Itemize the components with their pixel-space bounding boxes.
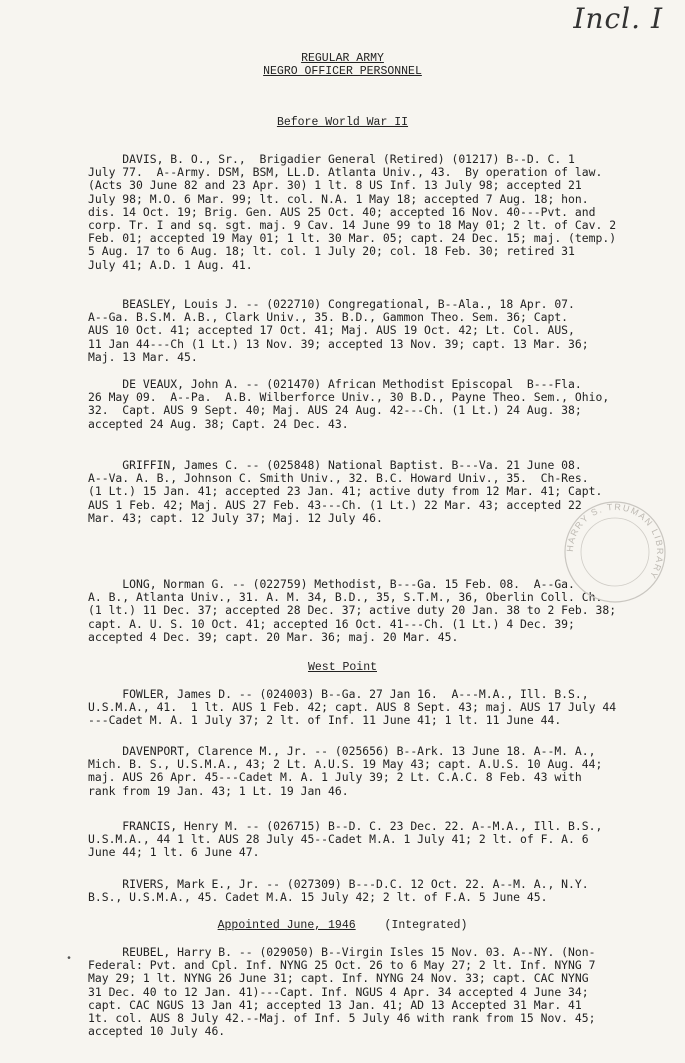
entry-davenport: DAVENPORT, Clarence M., Jr. -- (025656) B--Ark. 13 June 18. A--M. A., Mich. B. S., U.S.M.A., 43; 2 Lt. A.U.S. 19 May 43; capt. A.U.S. 10 Aug. 44; maj. AUS 26 Apr. 45---Cadet M. A. 1 July 39; 2 Lt. C.A.C. 8 Feb. 43 with rank from 19 Jan. 43; 1 Lt. 19 Jan 46.	[88, 744, 603, 798]
library-stamp-icon	[560, 497, 670, 607]
entry-rivers: RIVERS, Mark E., Jr. -- (027309) B---D.C. 12 Oct. 22. A--M. A., N.Y. B.S., U.S.M.A., 45. Cadet M.A. 15 July 42; 2 lt. of F.A. 5 June 45.	[88, 877, 589, 905]
header-line-1: REGULAR ARMY	[301, 52, 384, 65]
entry-beasley: BEASLEY, Louis J. -- (022710) Congregational, B--Ala., 18 Apr. 07. A--Ga. B.S.M. A.B., Clark Univ., 35. B.D., Gammon Theo. Sem. 36; Capt. AUS 10 Oct. 41; accepted 17 Oct. 41; Maj. AUS 19 Oct. 42; Lt. Col. AUS, 11 Jan 44---Ch (1 Lt.) 13 Nov. 39; accepted 13 Nov. 39; capt. 13 Mar. 36; Maj. 13 Mar. 45.	[88, 297, 589, 364]
stamp-text: HARRY S. TRUMAN LIBRARY	[564, 501, 666, 582]
entry-griffin: GRIFFIN, James C. -- (025848) National Baptist. B---Va. 21 June 08. A--Va. A. B., Johnson C. Smith Univ., 32. B.C. Howard Univ., 35. Ch-Res. (1 Lt.) 15 Jan. 41; accepted 23 Jan. 41; active duty from 12 Mar. 41; Capt. AUS 1 Feb. 42; Maj. AUS 27 Feb. 43---Ch. (1 Lt.) 22 Mar. 43; accepted 22 Mar. 43; capt. 12 July 37; Maj. 12 July 46.	[88, 458, 603, 525]
section-west-point: West Point	[307, 661, 377, 674]
header-line-2: NEGRO OFFICER PERSONNEL	[263, 65, 422, 78]
entry-fowler: FOWLER, James D. -- (024003) B--Ga. 27 Jan 16. A---M.A., Ill. B.S., U.S.M.A., 41. 1 lt. AUS 1 Feb. 42; capt. AUS 8 Sept. 43; maj. AUS 17 July 44 ---Cadet M. A. 1 July 37; 2 lt. of Inf. 11 June 41; 1 lt. 11 June 44.	[88, 687, 617, 728]
entry-deveaux: DE VEAUX, John A. -- (021470) African Methodist Episcopal B---Fla. 26 May 09. A--Pa. A.B. Wilberforce Univ., 30 B.D., Payne Theo. Sem., Ohio, 32. Capt. AUS 9 Sept. 40; Maj. AUS 24 Aug. 42---Ch. (1 Lt.) 24 Aug. 38; accepted 24 Aug. 38; Capt. 24 Dec. 43.	[88, 377, 610, 431]
section-appointed-row	[0, 919, 685, 932]
section-appointed: Appointed June, 1946	[217, 919, 356, 932]
document-header	[0, 52, 685, 78]
entry-long: LONG, Norman G. -- (022759) Methodist, B---Ga. 15 Feb. 08. A--Ga. A. B., Atlanta Univ., 31. A. M. 34, B.D., 35, S.T.M., 36, Oberlin Coll. Ch. (1 lt.) 11 Dec. 37; accepted 28 Dec. 37; active duty 20 Jan. 38 to 2 Feb. 38; capt. A. U. S. 10 Oct. 41; accepted 16 Oct. 41---Ch. (1 Lt.) 4 Dec. 39; accepted 4 Dec. 39; capt. 20 Mar. 36; maj. 20 Mar. 45.	[88, 577, 617, 644]
section-before-ww2: Before World War II	[276, 116, 409, 129]
entry-reubel: REUBEL, Harry B. -- (029050) B--Virgin Isles 15 Nov. 03. A--NY. (Non- Federal: Pvt. and Cpl. Inf. NYNG 25 Oct. 26 to 6 May 27; 2 lt. Inf. NYNG 7 May 29; 1 lt. NYNG 26 June 31; capt. Inf. NYNG 24 Nov. 33; capt. CAC NYNG 31 Dec. 40 to 12 Jan. 41)---Capt. Inf. NGUS 4 Apr. 34 accepted 4 June 34; capt. CAC NGUS 13 Jan 41; accepted 13 Jan. 41; AD 13 Accepted 31 Mar. 41 1t. col. AUS 8 July 42.--Maj. of Inf. 5 July 46 with rank from 15 Nov. 45; accepted 10 July 46.	[88, 945, 596, 1039]
entry-davis: DAVIS, B. O., Sr., Brigadier General (Retired) (01217) B--D. C. 1 July 77. A--Army. DSM, BSM, LL.D. Atlanta Univ., 43. By operation of law. (Acts 30 June 82 and 23 Apr. 30) 1 lt. 8 US Inf. 13 July 98; accepted 21 July 98; M.O. 6 Mar. 99; lt. col. N.A. 1 May 18; accepted 7 Aug. 18; hon. dis. 14 Oct. 19; Brig. Gen. AUS 25 Oct. 40; accepted 16 Nov. 40---Pvt. and corp. Tr. I and sq. sgt. maj. 9 Cav. 14 June 99 to 18 May 01; 2 lt. of Cav. 2 Feb. 01; accepted 19 May 01; 1 lt. 30 Mar. 05; capt. 24 Dec. 15; maj. (temp.) 5 Aug. 17 to 6 Aug. 18; lt. col. 1 July 20; col. 18 Feb. 30; retired 31 July 41; A.D. 1 Aug. 41.	[88, 152, 617, 272]
section-appointed-note: (Integrated)	[384, 919, 468, 932]
margin-mark-icon: •	[66, 954, 73, 965]
handwritten-annotation: Incl. I	[573, 2, 663, 35]
entry-francis: FRANCIS, Henry M. -- (026715) B--D. C. 23 Dec. 22. A--M.A., Ill. B.S., U.S.M.A., 44 1 lt. AUS 28 July 45--Cadet M.A. 1 July 41; 2 lt. of F. A. 6 June 44; 1 lt. 6 June 47.	[88, 819, 603, 860]
svg-text:HARRY S. TRUMAN LIBRARY	[565, 502, 665, 581]
